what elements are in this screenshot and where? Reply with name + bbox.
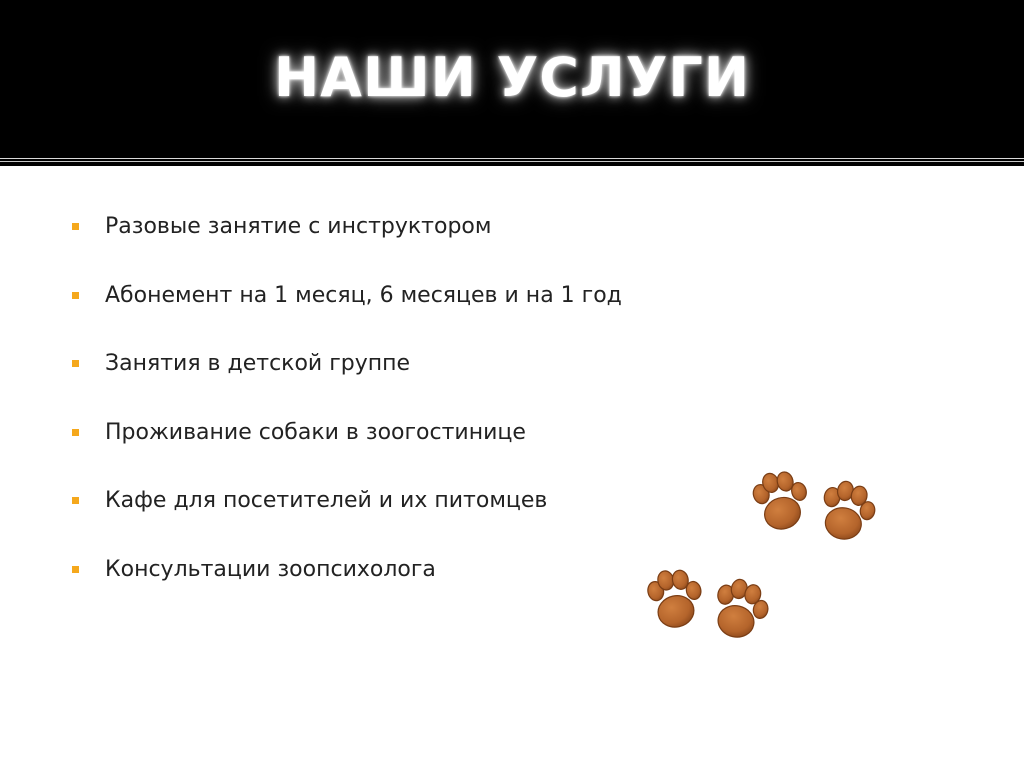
header-divider-line-secondary: [0, 161, 1024, 162]
paw-print-icon: [710, 575, 773, 642]
list-item-text: Кафе для посетителей и их питомцев: [105, 488, 548, 513]
list-item-text: Абонемент на 1 месяц, 6 месяцев и на 1 год: [105, 283, 622, 308]
slide-content: [0, 166, 1024, 767]
list-item-text: Проживание собаки в зоогостинице: [105, 420, 526, 445]
list-item-text: Занятия в детской группе: [105, 351, 411, 376]
list-item-text: Консультации зоопсихолога: [105, 557, 436, 582]
paw-prints-decoration: [0, 166, 1024, 767]
paw-print-icon: [644, 564, 707, 631]
paw-print-icon: [749, 465, 814, 534]
slide-title: НАШИ УСЛУГИ: [273, 46, 751, 109]
list-item-text: Разовые занятие с инструктором: [105, 214, 492, 239]
paw-print-icon: [818, 478, 879, 544]
header-divider-line: [0, 158, 1024, 159]
slide-header: [0, 0, 1024, 158]
